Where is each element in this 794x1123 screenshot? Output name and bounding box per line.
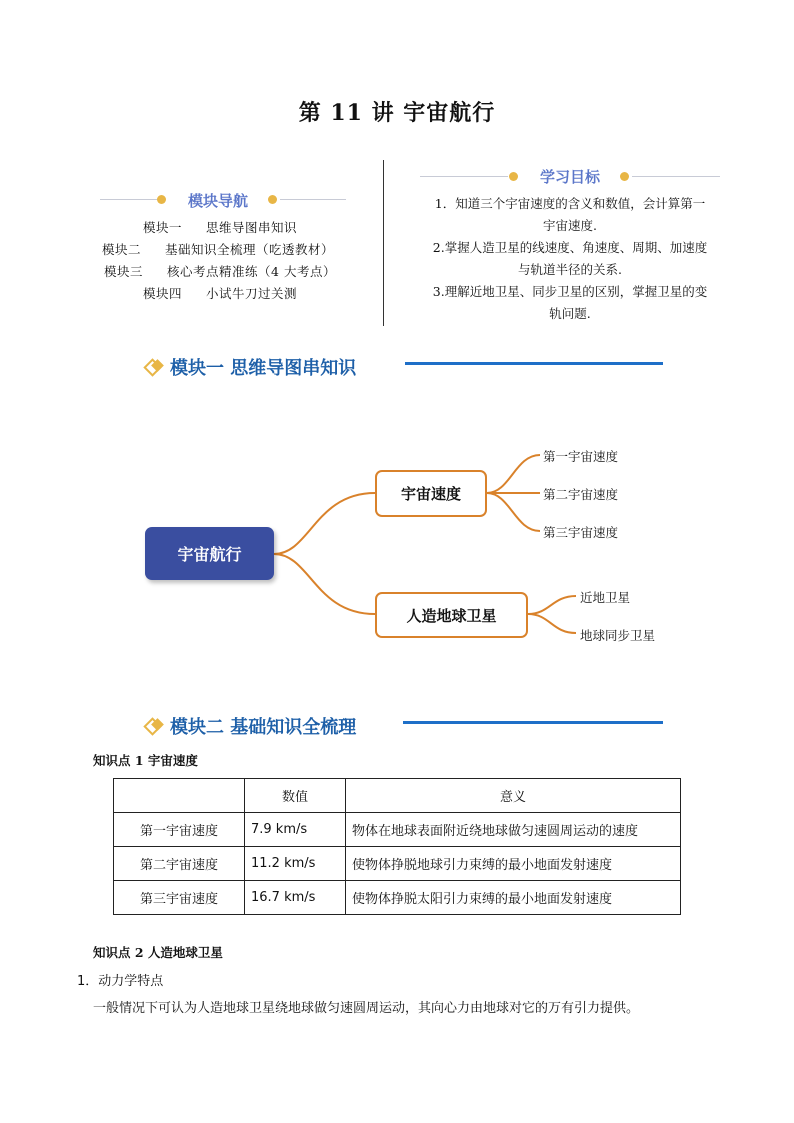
objective-line: 3.理解近地卫星、同步卫星的区别，掌握卫星的变 [432, 284, 708, 299]
mindmap-root-node: 宇宙航行 [145, 527, 274, 580]
nav-heading: 模块导航 [187, 192, 248, 210]
nav-item-module3[interactable] [104, 262, 336, 280]
table-row [114, 847, 681, 881]
objective-line: 宇宙速度. [543, 218, 597, 233]
mindmap-leaf-geosync-satellite: 地球同步卫星 [580, 628, 656, 643]
mindmap-leaf-second-velocity: 第二宇宙速度 [543, 487, 619, 502]
table-header-cell [114, 779, 245, 813]
table-cell: 16.7 km/s [245, 881, 346, 915]
table-row [114, 881, 681, 915]
nav-item-name: 基础知识全梳理（吃透教材） [165, 242, 335, 257]
objectives-heading-line-left [420, 176, 508, 177]
objective-line: 轨问题. [549, 306, 591, 321]
nav-heading-dot-left [157, 195, 166, 204]
page-title: 第 11 讲 宇宙航行 [298, 100, 496, 126]
nav-item-module-label: 模块三 [104, 264, 144, 279]
section2-title: 模块二 基础知识全梳理 [170, 717, 357, 738]
nav-heading-line-right [280, 199, 346, 200]
mindmap-leaf-first-velocity: 第一宇宙速度 [543, 449, 619, 464]
point-1-label: 1．动力学特点 [77, 974, 164, 989]
knowledge-point-1-title: 知识点 1 宇宙速度 [93, 753, 198, 768]
nav-heading-line-left [100, 199, 160, 200]
table-header-row [114, 779, 681, 813]
objective-item-1 [410, 193, 730, 237]
table-header-cell: 数值 [245, 779, 346, 813]
mindmap-leaf-third-velocity: 第三宇宙速度 [543, 525, 619, 540]
connector-branch1-leaf3 [487, 493, 540, 531]
section2-rule [403, 721, 663, 724]
table-cell: 7.9 km/s [245, 813, 346, 847]
nav-item-name: 核心考点精准练（4 大考点） [167, 264, 336, 279]
objectives-heading: 学习目标 [539, 168, 600, 186]
objective-line: 2.掌握人造卫星的线速度、角速度、周期、加速度 [432, 240, 708, 255]
knowledge-point-2-title: 知识点 2 人造地球卫星 [93, 945, 223, 960]
objectives-heading-line-right [632, 176, 720, 177]
objectives-heading-dot-left [509, 172, 518, 181]
table-header-cell: 意义 [346, 779, 681, 813]
nav-item-module-label: 模块一 [143, 220, 183, 235]
table-cell: 物体在地球表面附近绕地球做匀速圆周运动的速度 [346, 813, 681, 847]
nav-item-module4[interactable] [143, 284, 297, 302]
nav-heading-dot-right [268, 195, 277, 204]
table-cell: 使物体挣脱太阳引力束缚的最小地面发射速度 [346, 881, 681, 915]
column-divider [383, 160, 384, 326]
table-cell: 使物体挣脱地球引力束缚的最小地面发射速度 [346, 847, 681, 881]
mindmap-branch-cosmic-velocity: 宇宙速度 [375, 470, 487, 517]
point-1-text: 一般情况下可认为人造地球卫星绕地球做匀速圆周运动，其向心力由地球对它的万有引力提供。 [93, 1001, 640, 1016]
connector-root-branch2 [274, 554, 375, 614]
table-cell: 11.2 km/s [245, 847, 346, 881]
objective-item-3 [410, 281, 730, 325]
connector-root-branch1 [274, 493, 375, 554]
mindmap-branch-artificial-satellite: 人造地球卫星 [375, 592, 528, 638]
objective-line: 与轨道半径的关系. [518, 262, 622, 277]
nav-item-name: 思维导图串知识 [206, 220, 298, 235]
table-cell: 第一宇宙速度 [114, 813, 245, 847]
section1-title: 模块一 思维导图串知识 [170, 358, 357, 379]
nav-item-name: 小试牛刀过关测 [206, 286, 298, 301]
nav-item-module-label: 模块四 [143, 286, 183, 301]
connector-branch1-leaf1 [487, 455, 540, 493]
objectives-heading-dot-right [620, 172, 629, 181]
section1-rule [405, 362, 663, 365]
nav-item-module1[interactable] [143, 218, 297, 236]
table-cell: 第三宇宙速度 [114, 881, 245, 915]
connector-branch2-leaf2 [528, 614, 576, 633]
cosmic-velocity-table [113, 778, 681, 915]
connector-branch2-leaf1 [528, 596, 576, 614]
mindmap-leaf-near-earth-satellite: 近地卫星 [580, 590, 631, 605]
nav-item-module-label: 模块二 [102, 242, 142, 257]
objective-item-2 [410, 237, 730, 281]
table-cell: 第二宇宙速度 [114, 847, 245, 881]
table-row [114, 813, 681, 847]
nav-item-module2[interactable] [102, 240, 334, 258]
objective-line: 1．知道三个宇宙速度的含义和数值，会计算第一 [434, 196, 706, 211]
